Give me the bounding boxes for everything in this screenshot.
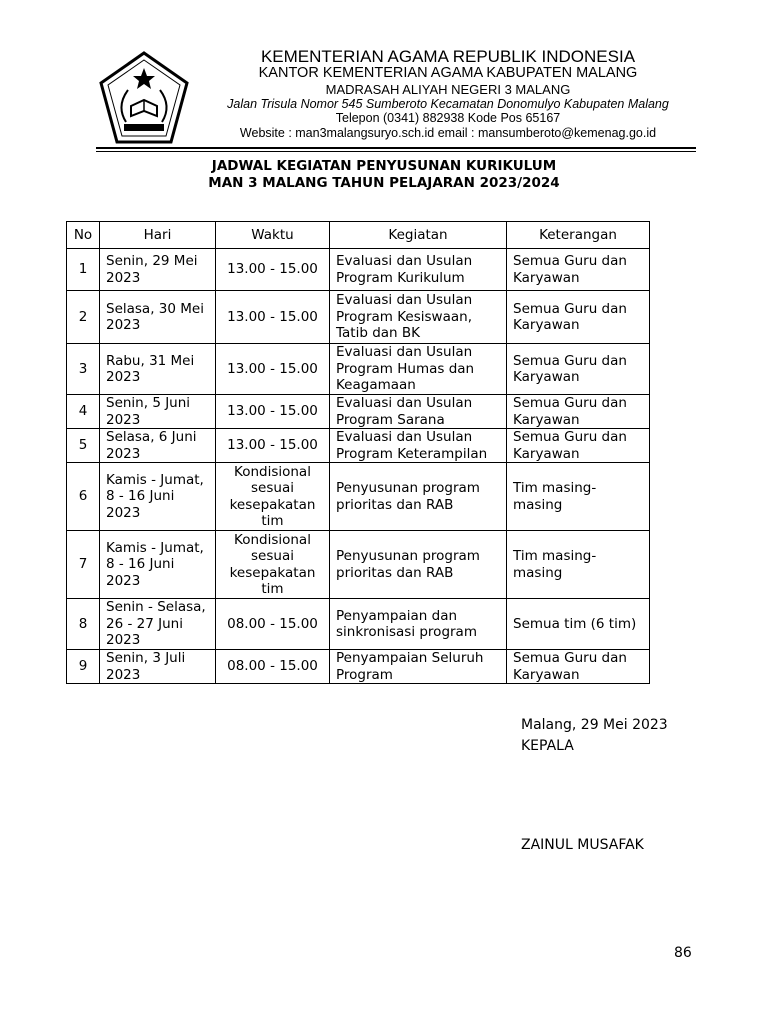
- cell-kegiatan: Penyampaian Seluruh Program: [330, 650, 507, 684]
- cell-waktu: 13.00 - 15.00: [216, 249, 330, 291]
- cell-keterangan: Tim masing-masing: [507, 531, 650, 599]
- table-row: [67, 599, 650, 650]
- cell-waktu: Kondisional sesuai kesepakatan tim: [216, 531, 330, 599]
- cell-waktu: 08.00 - 15.00: [216, 650, 330, 684]
- cell-kegiatan: Penyusunan program prioritas dan RAB: [330, 463, 507, 531]
- document-title: [0, 158, 768, 192]
- header-kegiatan: Kegiatan: [330, 222, 507, 249]
- cell-waktu: 13.00 - 15.00: [216, 429, 330, 463]
- table-row: [67, 249, 650, 291]
- cell-hari: Kamis - Jumat, 8 - 16 Juni 2023: [100, 463, 216, 531]
- letterhead-rule-thick: [96, 147, 696, 149]
- cell-hari: Senin, 5 Juni 2023: [100, 395, 216, 429]
- cell-keterangan: Semua Guru dan Karyawan: [507, 249, 650, 291]
- cell-kegiatan: Evaluasi dan Usulan Program Kesiswaan, Tatib dan BK: [330, 291, 507, 344]
- schedule-table: [66, 221, 650, 684]
- cell-no: 3: [67, 344, 100, 395]
- table-row: [67, 650, 650, 684]
- cell-no: 1: [67, 249, 100, 291]
- cell-no: 5: [67, 429, 100, 463]
- cell-keterangan: Semua tim (6 tim): [507, 599, 650, 650]
- cell-kegiatan: Penyampaian dan sinkronisasi program: [330, 599, 507, 650]
- office-name: KANTOR KEMENTERIAN AGAMA KABUPATEN MALANG: [258, 65, 638, 81]
- title-line-1: JADWAL KEGIATAN PENYUSUNAN KURIKULUM: [211, 158, 557, 174]
- table-row: [67, 344, 650, 395]
- cell-kegiatan: Penyusunan program prioritas dan RAB: [330, 531, 507, 599]
- ministry-name: KEMENTERIAN AGAMA REPUBLIK INDONESIA: [260, 47, 636, 66]
- cell-keterangan: Semua Guru dan Karyawan: [507, 344, 650, 395]
- cell-keterangan: Semua Guru dan Karyawan: [507, 429, 650, 463]
- kemenag-emblem-icon: [98, 50, 190, 146]
- cell-keterangan: Semua Guru dan Karyawan: [507, 650, 650, 684]
- signature-place-date: Malang, 29 Mei 2023: [521, 717, 668, 733]
- school-phone: Telepon (0341) 882938 Kode Pos 65167: [335, 111, 561, 125]
- signature-name: ZAINUL MUSAFAK: [521, 837, 644, 853]
- school-name: MADRASAH ALIYAH NEGERI 3 MALANG: [325, 81, 571, 97]
- letterhead: [200, 48, 696, 139]
- cell-hari: Senin, 29 Mei 2023: [100, 249, 216, 291]
- cell-keterangan: Semua Guru dan Karyawan: [507, 395, 650, 429]
- cell-no: 4: [67, 395, 100, 429]
- cell-no: 6: [67, 463, 100, 531]
- header-keterangan: Keterangan: [507, 222, 650, 249]
- title-line-2: MAN 3 MALANG TAHUN PELAJARAN 2023/2024: [208, 175, 560, 191]
- table-row: [67, 463, 650, 531]
- school-address: Jalan Trisula Nomor 545 Sumberoto Kecamatan Donomulyo Kabupaten Malang: [227, 96, 669, 111]
- header-hari: Hari: [100, 222, 216, 249]
- cell-no: 8: [67, 599, 100, 650]
- table-row: [67, 395, 650, 429]
- cell-kegiatan: Evaluasi dan Usulan Program Humas dan Keagamaan: [330, 344, 507, 395]
- signature-position: KEPALA: [521, 738, 574, 754]
- cell-no: 2: [67, 291, 100, 344]
- table-row: [67, 291, 650, 344]
- cell-hari: Selasa, 30 Mei 2023: [100, 291, 216, 344]
- table-header-row: [67, 222, 650, 249]
- cell-hari: Selasa, 6 Juni 2023: [100, 429, 216, 463]
- cell-waktu: 08.00 - 15.00: [216, 599, 330, 650]
- cell-no: 9: [67, 650, 100, 684]
- cell-waktu: 13.00 - 15.00: [216, 291, 330, 344]
- cell-hari: Kamis - Jumat, 8 - 16 Juni 2023: [100, 531, 216, 599]
- cell-no: 7: [67, 531, 100, 599]
- cell-keterangan: Tim masing-masing: [507, 463, 650, 531]
- cell-keterangan: Semua Guru dan Karyawan: [507, 291, 650, 344]
- cell-kegiatan: Evaluasi dan Usulan Program Kurikulum: [330, 249, 507, 291]
- cell-kegiatan: Evaluasi dan Usulan Program Keterampilan: [330, 429, 507, 463]
- cell-hari: Senin, 3 Juli 2023: [100, 650, 216, 684]
- header-no: No: [67, 222, 100, 249]
- cell-hari: Senin - Selasa, 26 - 27 Juni 2023: [100, 599, 216, 650]
- cell-waktu: 13.00 - 15.00: [216, 395, 330, 429]
- cell-hari: Rabu, 31 Mei 2023: [100, 344, 216, 395]
- school-web: Website : man3malangsuryo.sch.id email : mansumberoto@kemenag.go.id: [239, 125, 657, 140]
- cell-waktu: 13.00 - 15.00: [216, 344, 330, 395]
- table-row: [67, 429, 650, 463]
- page-number: 86: [674, 945, 692, 961]
- cell-kegiatan: Evaluasi dan Usulan Program Sarana: [330, 395, 507, 429]
- cell-waktu: Kondisional sesuai kesepakatan tim: [216, 463, 330, 531]
- table-row: [67, 531, 650, 599]
- letterhead-rule-thin: [96, 151, 696, 152]
- header-waktu: Waktu: [216, 222, 330, 249]
